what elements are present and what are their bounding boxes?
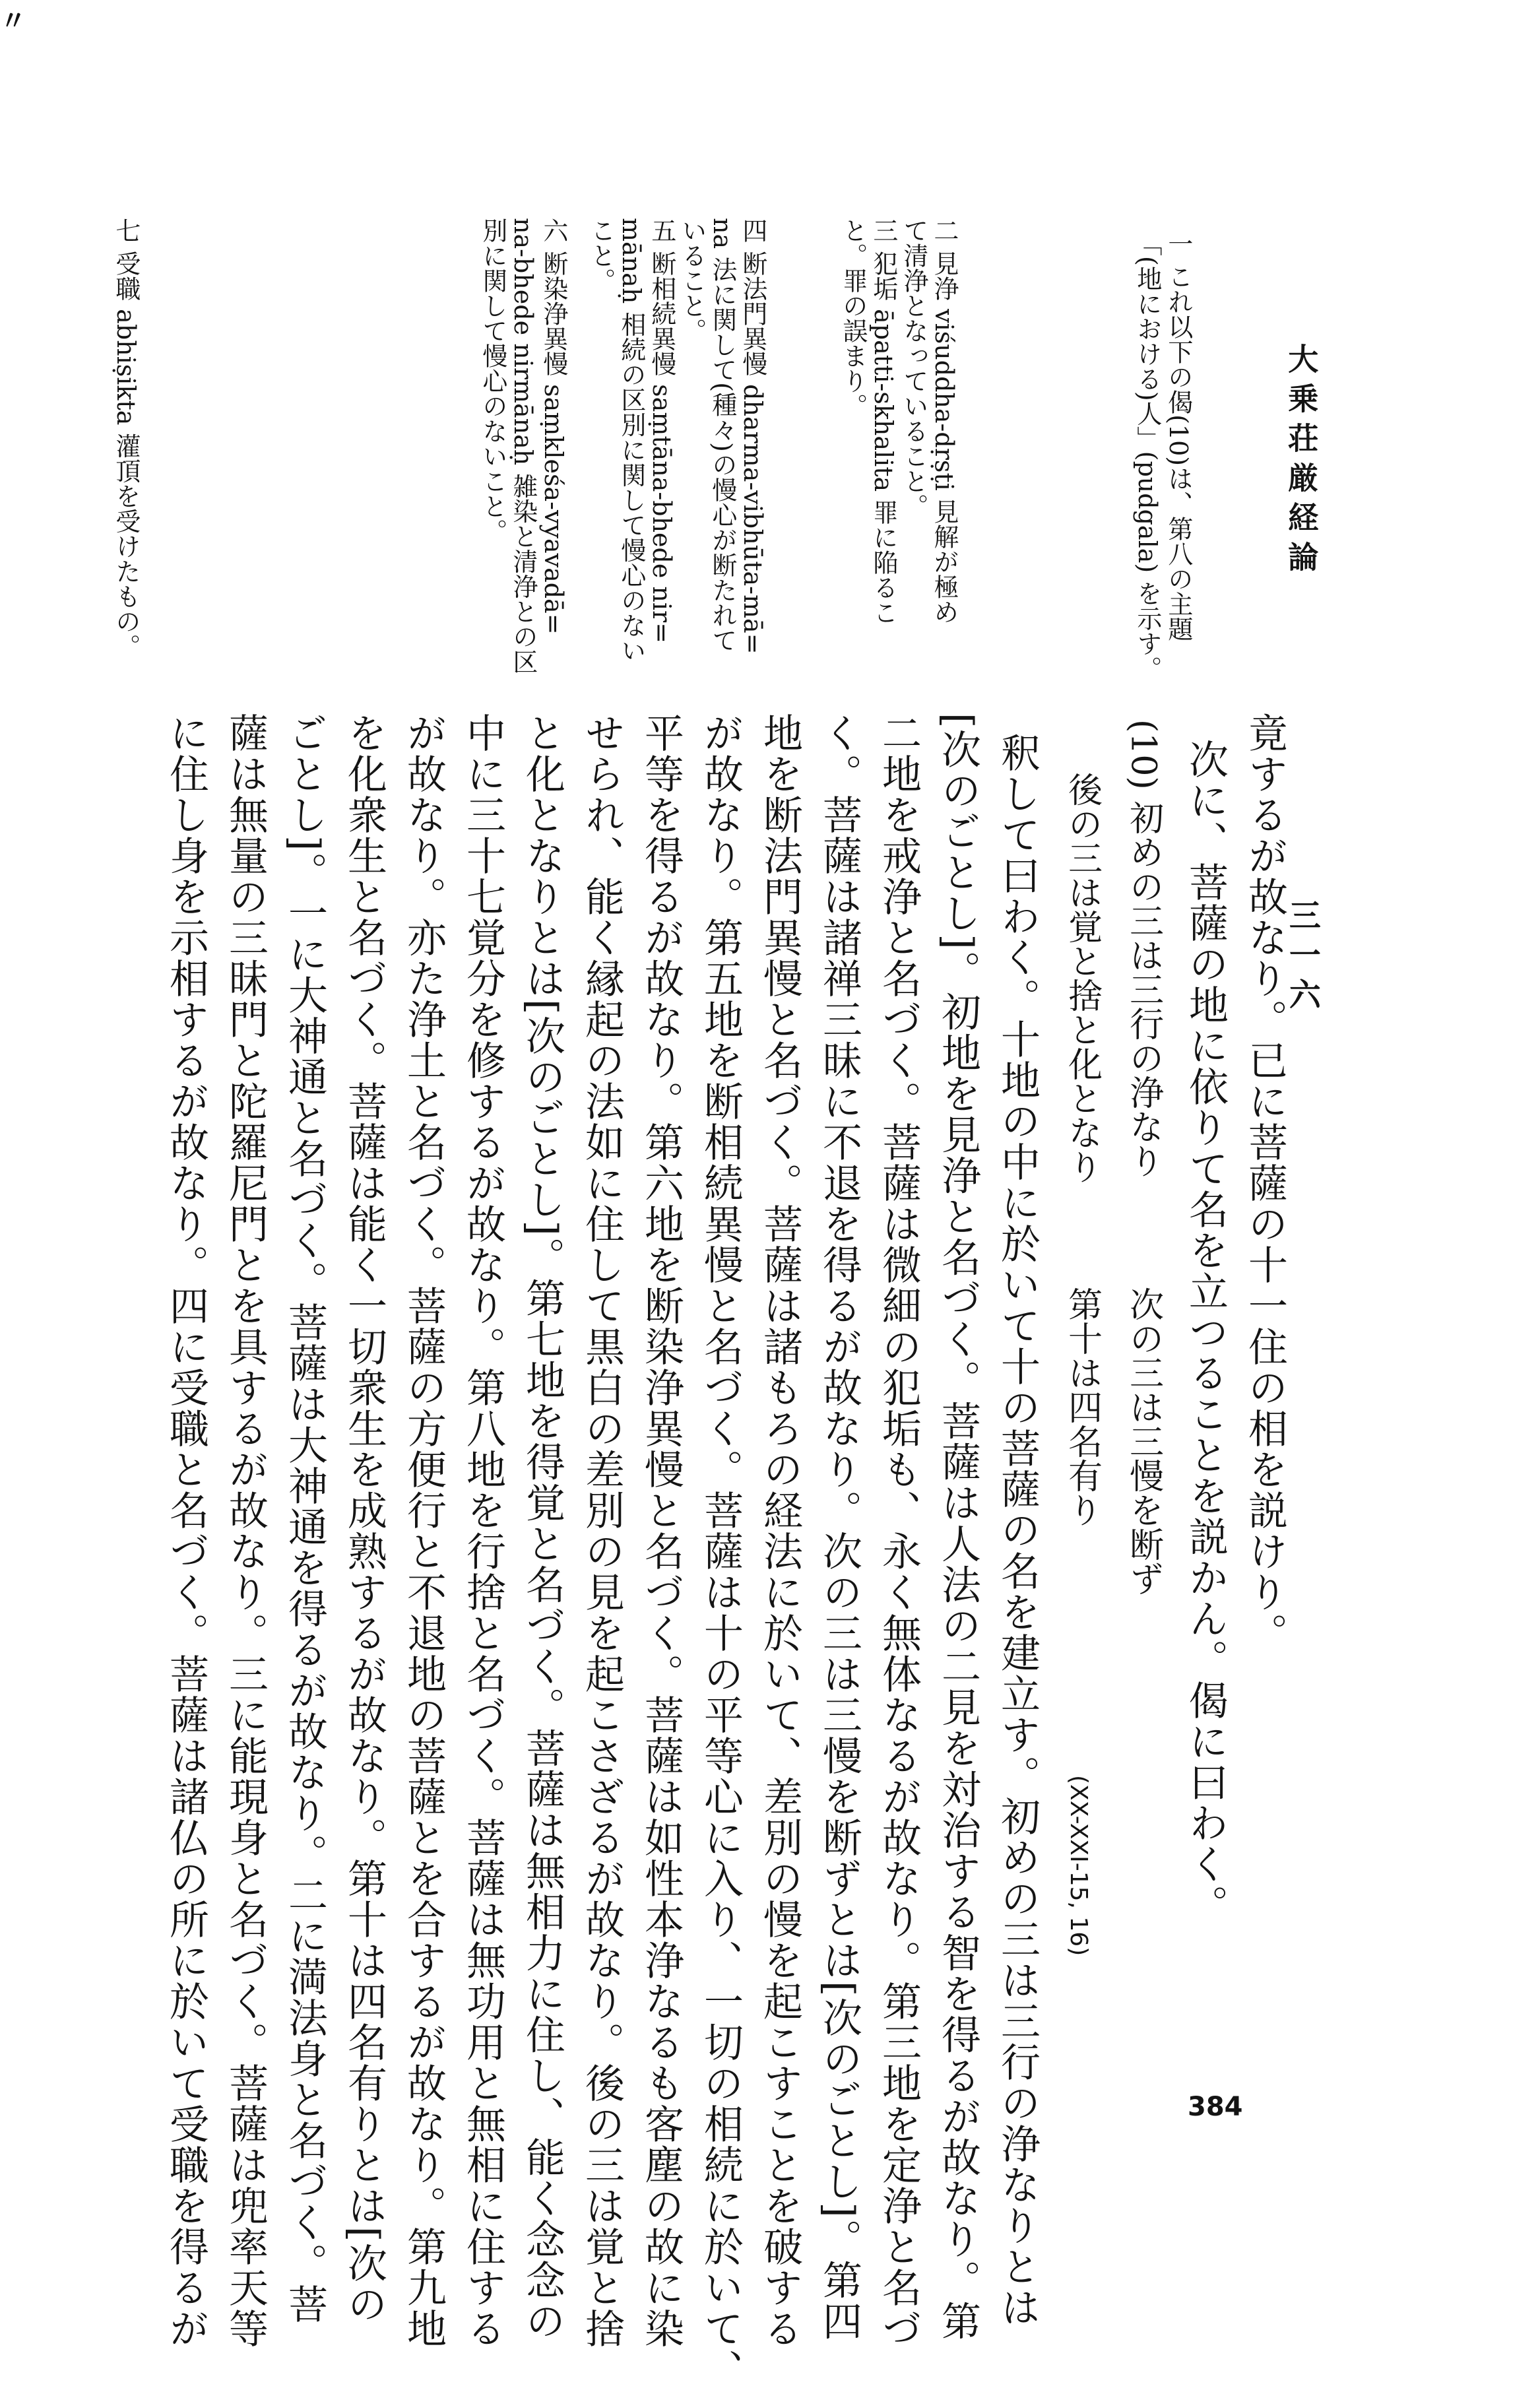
verse-line: 次の三は三慢を断ず bbox=[1123, 1287, 1163, 1596]
body-line: 薩は無量の三昧門と陀羅尼門とを具するが故なり。三に能現身と名づく。菩薩は兜率天等 bbox=[222, 713, 269, 2349]
body-line: 釈して曰わく。十地の中に於いて十の菩薩の名を建立す。初めの三は三行の浄なりとは bbox=[994, 732, 1041, 2328]
footnote-line: て清浄となっていること。 bbox=[899, 218, 928, 519]
book-title: 大乗荘厳経論 bbox=[1283, 343, 1320, 581]
footnote-line: いること。 bbox=[677, 218, 707, 343]
verse-line: (10) 初めの三は三行の浄なり bbox=[1123, 719, 1163, 1179]
body-line: [次のごとし]。初地を見浄と名づく。菩薩は人法の二見を対治する智を得るが故なり。第 bbox=[935, 713, 981, 2342]
body-line: 竟するが故なり。已に菩薩の十一住の相を説けり。 bbox=[1242, 713, 1288, 1654]
footnote-line: mānaḥ 相続の区別に関して慢心のない bbox=[616, 218, 646, 663]
body-line: 二地を戒浄と名づく。菩薩は微細の犯垢も、永く無体なるが故なり。第三地を定浄と名づ bbox=[876, 713, 922, 2349]
body-line: せられ、能く縁起の法如に住して黒白の差別の見を起こさざるが故なり。後の三は覚と捨 bbox=[579, 713, 625, 2349]
footnote-line: na-bhede nirmānaḥ 雑染と清浄との区 bbox=[508, 218, 538, 674]
footnote-line: 三 犯垢 āpatti-skhalita 罪に陥るこ bbox=[868, 218, 898, 626]
body-line: く。菩薩は諸禅三昧に不退を得るが故なり。次の三は三慢を断ずとは[次のごとし]。第四 bbox=[816, 713, 862, 2342]
footnote-line: 七 受職 abhiṣikta 灌頂を受けたもの。 bbox=[111, 218, 141, 659]
footnote-line: na 法に関して(種々)の慢心が断たれて bbox=[707, 218, 737, 653]
page-kanji-number: 三一六 bbox=[1283, 899, 1321, 1017]
footnote-line: 「(地における)人」(pudgala) を示す。 bbox=[1132, 231, 1162, 682]
body-line: が故なり。亦た浄土と名づく。菩薩の方便行と不退地の菩薩とを合するが故なり。第九地 bbox=[401, 713, 447, 2349]
body-line: 地を断法門異慢と名づく。菩薩は諸もろの経法に於いて、差別の慢を起こすことを破する bbox=[757, 713, 803, 2349]
footnote-line: 五 断相続異慢 saṃtāna-bhede nir= bbox=[647, 218, 676, 644]
footnote-line: 六 断染浄異慢 saṃkleśa-vyavadā= bbox=[538, 218, 568, 635]
verse-reference: (XX-XXI-15, 16) bbox=[1064, 1775, 1092, 1956]
body-line: に住し身を示相するが故なり。四に受職と名づく。菩薩は諸仏の所に於いて受職を得るが bbox=[163, 713, 209, 2349]
footnote-line: こと。 bbox=[586, 218, 616, 293]
verse-line: 第十は四名有り bbox=[1062, 1287, 1102, 1527]
page-number: 384 bbox=[1188, 2092, 1243, 2122]
body-line: 中に三十七覚分を修するが故なり。第八地を行捨と名づく。菩薩は無功用と無相に住する bbox=[460, 713, 506, 2349]
verse-line: 後の三は覚と捨と化となり bbox=[1062, 772, 1102, 1184]
body-line: が故なり。第五地を断相続異慢と名づく。菩薩は十の平等心に入り、一切の相続に於いて、 bbox=[697, 713, 744, 2390]
footnote-line: 別に関して慢心のないこと。 bbox=[478, 218, 507, 544]
body-line: 次に、菩薩の地に依りて名を立つることを説かん。偈に曰わく。 bbox=[1182, 739, 1229, 1925]
body-line: ごとし]。一に大神通と名づく。菩薩は大神通を得るが故なり。二に満法身と名づく。菩 bbox=[282, 713, 328, 2325]
footnote-line: 二 見浄 viśuddha-dṛṣṭi 見解が極め bbox=[929, 218, 959, 624]
body-line: と化となりとは[次のごとし]。第七地を得覚と名づく。菩薩は無相力に住し、能く念念の bbox=[519, 713, 565, 2342]
body-line: を化衆生と名づく。菩薩は能く一切衆生を成熟するが故なり。第十は四名有りとは[次の bbox=[341, 713, 387, 2325]
body-line: 平等を得るが故なり。第六地を断染浄異慢と名づく。菩薩は如性本浄なるも客塵の故に染 bbox=[638, 713, 684, 2349]
corner-mark: 〃 bbox=[0, 5, 26, 36]
footnote-line: と。罪の誤まり。 bbox=[838, 218, 868, 418]
footnote-line: 四 断法門異慢 dharma-vibhūta-mā= bbox=[738, 218, 767, 655]
footnote-line: 一 これ以下の偈(10)は、第八の主題 bbox=[1163, 231, 1193, 642]
